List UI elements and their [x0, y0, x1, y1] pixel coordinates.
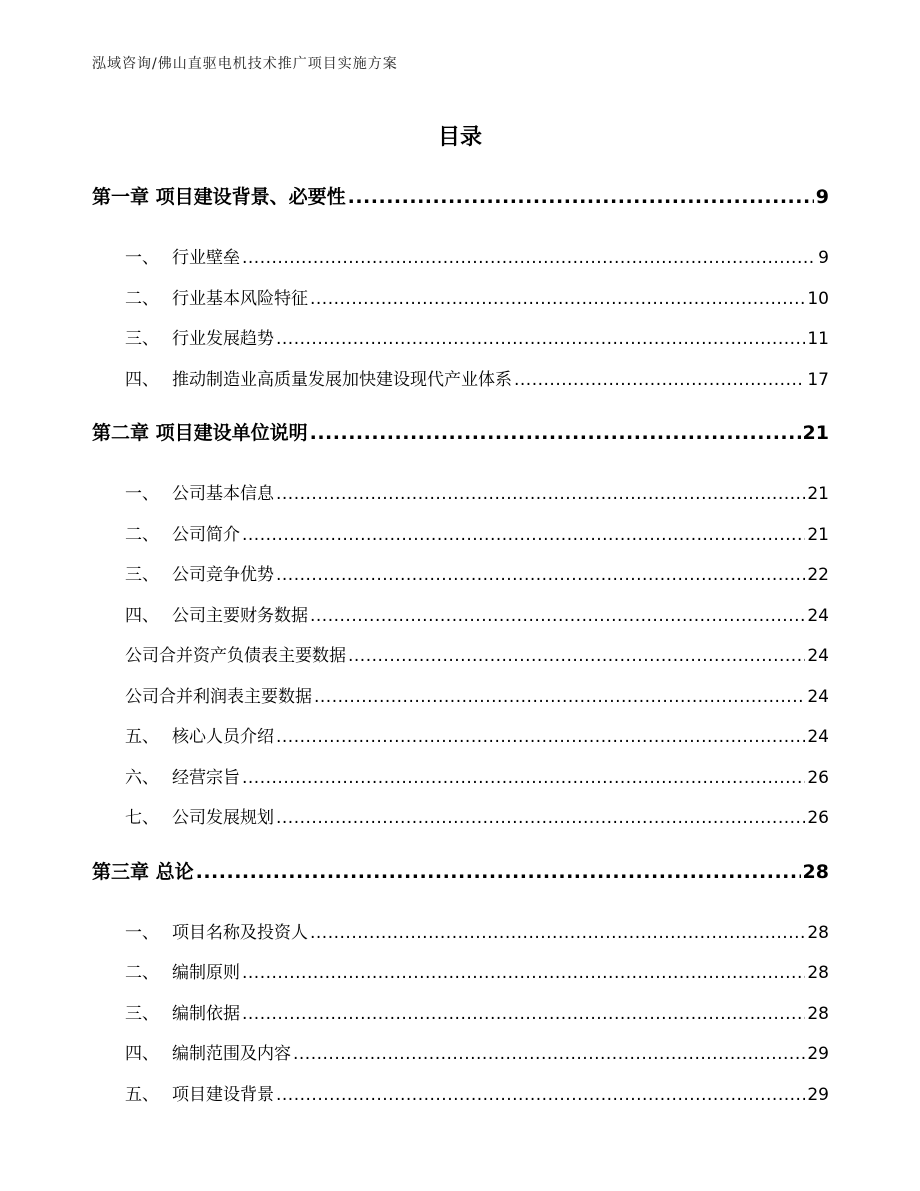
- dot-leader: [314, 677, 805, 718]
- page-number: 26: [807, 808, 829, 828]
- page-number: 24: [807, 727, 829, 747]
- entry-label: 行业壁垒: [172, 248, 240, 268]
- entry-label: 公司竞争优势: [172, 565, 274, 585]
- page-number: 26: [807, 767, 829, 788]
- dot-leader: [196, 852, 801, 892]
- section-number: 五、: [125, 1084, 159, 1105]
- toc-section-entry[interactable]: [92, 238, 829, 279]
- page-number: 28: [807, 922, 829, 943]
- toc-chapter-entry[interactable]: [92, 177, 829, 217]
- page-number: 17: [807, 369, 829, 390]
- dot-leader: [242, 238, 816, 279]
- page-number: 24: [807, 605, 829, 626]
- toc-section-entry[interactable]: [92, 953, 829, 994]
- page-number: 24: [807, 646, 829, 666]
- dot-leader: [276, 555, 805, 596]
- section-number: 三、: [125, 565, 159, 585]
- dot-leader: [242, 758, 805, 799]
- entry-label: 编制依据: [172, 1003, 240, 1024]
- entry-label: 第三章 总论: [92, 860, 194, 883]
- toc-section-entry[interactable]: [92, 319, 829, 360]
- dot-leader: [310, 413, 801, 453]
- page-number: 24: [807, 686, 829, 707]
- toc-section-entry[interactable]: [92, 515, 829, 556]
- entry-label: 第一章 项目建设背景、必要性: [92, 186, 346, 208]
- page-number: 10: [807, 288, 829, 309]
- section-number: 四、: [125, 605, 159, 626]
- dot-leader: [276, 474, 805, 515]
- entry-label: 行业发展趋势: [172, 329, 274, 349]
- toc-section-entry[interactable]: [92, 636, 829, 677]
- entry-label: 推动制造业高质量发展加快建设现代产业体系: [172, 369, 512, 390]
- page-number: 28: [807, 963, 829, 983]
- section-number: 一、: [125, 922, 159, 943]
- dot-leader: [276, 717, 805, 758]
- dot-leader: [310, 596, 805, 637]
- dot-leader: [242, 953, 805, 994]
- entry-label: 公司基本信息: [172, 484, 274, 504]
- toc-section-entry[interactable]: [92, 677, 829, 718]
- entry-label: 公司简介: [172, 524, 240, 545]
- toc-section-entry[interactable]: [92, 798, 829, 839]
- dot-leader: [276, 798, 805, 839]
- page-number: 28: [807, 1003, 829, 1024]
- section-number: 三、: [125, 1003, 159, 1024]
- dot-leader: [310, 913, 805, 954]
- page-number: 11: [807, 329, 829, 349]
- section-number: 一、: [125, 484, 159, 504]
- toc-section-entry[interactable]: [92, 596, 829, 637]
- toc-section-entry[interactable]: [92, 555, 829, 596]
- page-number: 29: [807, 1044, 829, 1064]
- page-number: 21: [807, 524, 829, 545]
- section-number: 二、: [125, 963, 159, 983]
- toc-section-entry[interactable]: [92, 360, 829, 401]
- dot-leader: [514, 360, 805, 401]
- section-number: 二、: [125, 288, 159, 309]
- toc-section-entry[interactable]: [92, 474, 829, 515]
- entry-label: 公司主要财务数据: [172, 605, 308, 626]
- entry-label: 公司合并资产负债表主要数据: [125, 646, 346, 666]
- entry-label: 项目建设背景: [172, 1084, 274, 1105]
- toc-section-entry[interactable]: [92, 1075, 829, 1116]
- toc-section-entry[interactable]: [92, 279, 829, 320]
- entry-label: 编制原则: [172, 963, 240, 983]
- section-number: 六、: [125, 767, 159, 788]
- entry-label: 经营宗旨: [172, 767, 240, 788]
- dot-leader: [242, 994, 805, 1035]
- section-number: 四、: [125, 1044, 159, 1064]
- entry-label: 公司合并利润表主要数据: [125, 686, 312, 707]
- dot-leader: [242, 515, 805, 556]
- dot-leader: [276, 319, 805, 360]
- section-number: 五、: [125, 727, 159, 747]
- toc-chapter-entry[interactable]: [92, 413, 829, 453]
- page-number: 21: [807, 484, 829, 504]
- dot-leader: [293, 1034, 805, 1075]
- section-number: 四、: [125, 369, 159, 390]
- toc-section-entry[interactable]: [92, 1034, 829, 1075]
- entry-label: 核心人员介绍: [172, 727, 274, 747]
- toc-section-entry[interactable]: [92, 994, 829, 1035]
- table-of-contents: [92, 177, 829, 1115]
- page-number: 28: [802, 860, 829, 883]
- page-number: 9: [818, 248, 829, 268]
- section-number: 七、: [125, 808, 159, 828]
- toc-section-entry[interactable]: [92, 758, 829, 799]
- toc-section-entry[interactable]: [92, 913, 829, 954]
- page-number: 21: [802, 422, 829, 444]
- page-number: 9: [815, 186, 829, 208]
- toc-chapter-entry[interactable]: [92, 852, 829, 892]
- entry-label: 公司发展规划: [172, 808, 274, 828]
- dot-leader: [348, 636, 805, 677]
- entry-label: 编制范围及内容: [172, 1044, 291, 1064]
- dot-leader: [276, 1075, 805, 1116]
- entry-label: 项目名称及投资人: [172, 922, 308, 943]
- running-header: 泓域咨询/佛山直驱电机技术推广项目实施方案: [92, 56, 398, 72]
- entry-label: 第二章 项目建设单位说明: [92, 422, 308, 444]
- page-number: 22: [807, 565, 829, 585]
- section-number: 一、: [125, 248, 159, 268]
- page-number: 29: [807, 1084, 829, 1105]
- dot-leader: [348, 177, 814, 217]
- toc-section-entry[interactable]: [92, 717, 829, 758]
- section-number: 二、: [125, 524, 159, 545]
- dot-leader: [310, 279, 805, 320]
- toc-title: 目录: [437, 125, 482, 150]
- section-number: 三、: [125, 329, 159, 349]
- entry-label: 行业基本风险特征: [172, 288, 308, 309]
